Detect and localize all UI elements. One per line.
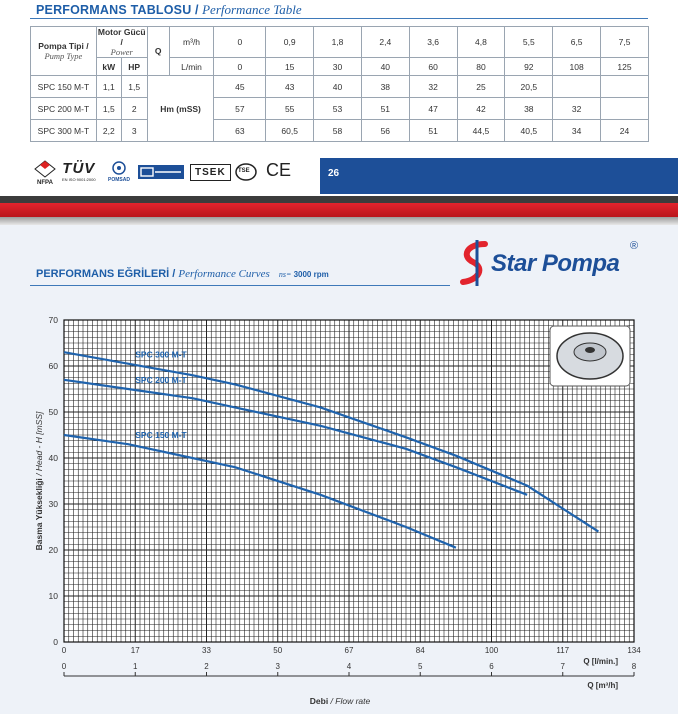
rpm-value: 3000 rpm: [293, 270, 329, 279]
head-cell: 42: [457, 98, 505, 120]
table-title-en: Performance Table: [202, 2, 302, 17]
x-tick-label-m3h: 7: [560, 662, 565, 671]
flow-lmin-cell: 108: [553, 58, 601, 76]
head-cell: 55: [266, 98, 314, 120]
tsek-logo: [190, 164, 231, 181]
unit-lmin: L/min: [169, 58, 214, 76]
flow-lmin-cell: 60: [409, 58, 457, 76]
table-title-tr: PERFORMANS TABLOSU: [36, 3, 192, 17]
flow-lmin-cell: 40: [361, 58, 409, 76]
y-axis-title-en: / Head - H [mSS]: [34, 411, 44, 479]
x-tick-label-m3h: 0: [61, 662, 67, 671]
hp-cell: 1,5: [121, 76, 147, 98]
head-cell: 38: [361, 76, 409, 98]
tsek-text: TSEK: [190, 164, 231, 181]
flow-m3h-cell: 5,5: [505, 27, 553, 58]
y-tick-label: 40: [48, 453, 58, 463]
x-unit-lmin-label: Q [l/min.]: [583, 657, 618, 666]
head-cell: 44,5: [457, 120, 505, 142]
series-label: SPC 300 M-T: [135, 349, 187, 360]
flow-lmin-cell: 0: [214, 58, 266, 76]
x-tick-label-m3h: 6: [489, 662, 494, 671]
head-cell: 34: [553, 120, 601, 142]
x-tick-label-m3h: 2: [204, 662, 209, 671]
head-cell: 51: [409, 120, 457, 142]
tuv-text: TÜV: [62, 160, 96, 177]
q-header: Q: [147, 27, 169, 76]
flow-lmin-cell: 15: [266, 58, 314, 76]
head-cell: 58: [314, 120, 362, 142]
kw-cell: 1,5: [96, 98, 121, 120]
head-cell: [601, 98, 649, 120]
x-tick-label-lmin: 117: [556, 646, 570, 655]
y-tick-label: 70: [48, 315, 58, 325]
x-tick-label-lmin: 17: [130, 646, 140, 655]
pump-type-header-tr: Pompa Tipi /: [38, 41, 89, 51]
flow-m3h-cell: 0,9: [266, 27, 314, 58]
tuv-sub-text: EN ISO 9001:2000: [62, 177, 96, 182]
divider-dark: [0, 196, 678, 203]
unit-m3h: m³/h: [169, 27, 214, 58]
hp-header: HP: [121, 58, 147, 76]
y-tick-label: 20: [48, 545, 58, 555]
kw-cell: 1,1: [96, 76, 121, 98]
brand-registered: ®: [630, 240, 639, 252]
x-axis-title-tr: Debi: [309, 696, 329, 706]
head-cell: 53: [314, 98, 362, 120]
x-tick-label-lmin: 33: [202, 646, 211, 655]
flow-m3h-cell: 7,5: [601, 27, 649, 58]
model-cell: SPC 200 M-T: [31, 98, 97, 120]
rpm-label: [279, 270, 329, 279]
x-tick-label-m3h: 1: [133, 662, 138, 671]
flow-m3h-cell: 0: [214, 27, 266, 58]
y-tick-label: 30: [48, 499, 58, 509]
motor-power-header-tr: Motor Gücü /: [97, 27, 146, 47]
performance-curves-chart: [0, 290, 678, 714]
curves-title-rule: [30, 285, 450, 286]
series-label: SPC 200 M-T: [135, 375, 187, 385]
head-cell: 24: [601, 120, 649, 142]
x-tick-label-lmin: 134: [627, 646, 641, 655]
pomsad-logo: [108, 160, 130, 183]
table-row: [31, 98, 649, 120]
x-tick-label-lmin: 0: [61, 646, 67, 655]
motor-power-header: [96, 27, 147, 58]
curves-title-en: Performance Curves: [178, 268, 270, 280]
x-tick-label-m3h: 3: [275, 662, 280, 671]
y-axis-title-tr: Basma Yüksekliği: [34, 478, 44, 551]
tuv-logo: [62, 160, 96, 182]
curves-title-tr: PERFORMANS EĞRİLERİ: [36, 268, 170, 280]
flow-lmin-cell: 30: [314, 58, 362, 76]
flow-lmin-cell: 92: [505, 58, 553, 76]
flow-m3h-cell: 2,4: [361, 27, 409, 58]
table-row-header-1: [31, 27, 649, 58]
tse-text: TSE: [238, 168, 250, 174]
x-tick-label-lmin: 50: [273, 646, 283, 655]
head-cell: [553, 76, 601, 98]
head-cell: 20,5: [505, 76, 553, 98]
x-tick-label-m3h: 8: [631, 662, 637, 671]
x-tick-label-m3h: 4: [346, 662, 352, 671]
table-title-sep: /: [194, 3, 199, 17]
head-cell: 43: [266, 76, 314, 98]
head-cell: 45: [214, 76, 266, 98]
head-cell: 56: [361, 120, 409, 142]
hp-cell: 3: [121, 120, 147, 142]
pomsad-drop-icon: [109, 160, 129, 175]
y-axis-title: [34, 411, 44, 550]
motor-power-header-en: Power: [110, 47, 133, 57]
head-cell: 38: [505, 98, 553, 120]
flow-m3h-cell: 3,6: [409, 27, 457, 58]
head-cell: [601, 76, 649, 98]
curves-title: [36, 268, 329, 280]
pump-type-header: [31, 27, 97, 76]
kw-header: kW: [96, 58, 121, 76]
divider-red: [0, 203, 678, 217]
flow-lmin-cell: 125: [601, 58, 649, 76]
x-tick-label-lmin: 100: [484, 646, 499, 655]
certification-logos: [30, 160, 320, 190]
flow-lmin-cell: 80: [457, 58, 505, 76]
flow-m3h-cell: 4,8: [457, 27, 505, 58]
nfpa-text: NFPA: [37, 180, 53, 186]
flow-m3h-cell: 6,5: [553, 27, 601, 58]
page-number: 26: [328, 168, 340, 179]
kw-cell: 2,2: [96, 120, 121, 142]
x-unit-m3h-label: Q [m³/h]: [587, 681, 618, 690]
x-tick-label-lmin: 67: [344, 646, 354, 655]
series-label: SPC 150 M-T: [135, 430, 187, 441]
hp-cell: 2: [121, 98, 147, 120]
rpm-symbol: ns=: [278, 270, 292, 279]
nfpa-diamond-icon: [34, 160, 56, 178]
head-cell: 40,5: [505, 120, 553, 142]
head-cell: 32: [553, 98, 601, 120]
ce-logo: [266, 160, 291, 181]
head-cell: 63: [214, 120, 266, 142]
x-axis-title-en: / Flow rate: [328, 696, 371, 706]
model-cell: SPC 150 M-T: [31, 76, 97, 98]
y-tick-label: 10: [48, 591, 58, 601]
curves-title-sep: /: [172, 268, 176, 280]
table-title-rule: [30, 18, 648, 19]
performance-table: [30, 26, 649, 142]
hm-label: Hm (mSS): [147, 76, 214, 142]
divider-grey: [0, 217, 678, 225]
table-title: [36, 2, 302, 18]
head-cell: 32: [409, 76, 457, 98]
head-cell: 60,5: [266, 120, 314, 142]
y-tick-label: 0: [53, 637, 58, 647]
nfpa-logo: [34, 160, 56, 186]
brand-logo: [455, 238, 655, 288]
pomsad-text: POMSAD: [108, 177, 130, 183]
head-cell: 57: [214, 98, 266, 120]
x-axis-title: [310, 696, 371, 706]
tse-logo: [234, 162, 258, 184]
table-row: [31, 76, 649, 98]
europump-mark-icon: [138, 165, 184, 179]
table-row-header-2: [31, 58, 649, 76]
ce-text: CE: [266, 160, 292, 180]
pump-type-header-en: Pump Type: [44, 51, 83, 61]
y-tick-label: 60: [48, 361, 58, 371]
x-tick-label-m3h: 5: [418, 662, 423, 671]
head-cell: 25: [457, 76, 505, 98]
europump-logo: [138, 165, 184, 179]
model-cell: SPC 300 M-T: [31, 120, 97, 142]
head-cell: 40: [314, 76, 362, 98]
brand-name: Star Pompa: [491, 250, 620, 277]
page-number-bar: [320, 158, 678, 194]
head-cell: 47: [409, 98, 457, 120]
flow-m3h-cell: 1,8: [314, 27, 362, 58]
star-pompa-symbol-icon: [455, 238, 495, 290]
head-cell: 51: [361, 98, 409, 120]
table-row: [31, 120, 649, 142]
y-tick-label: 50: [48, 407, 58, 417]
impeller-image: [550, 326, 630, 386]
x-tick-label-lmin: 84: [415, 646, 425, 655]
